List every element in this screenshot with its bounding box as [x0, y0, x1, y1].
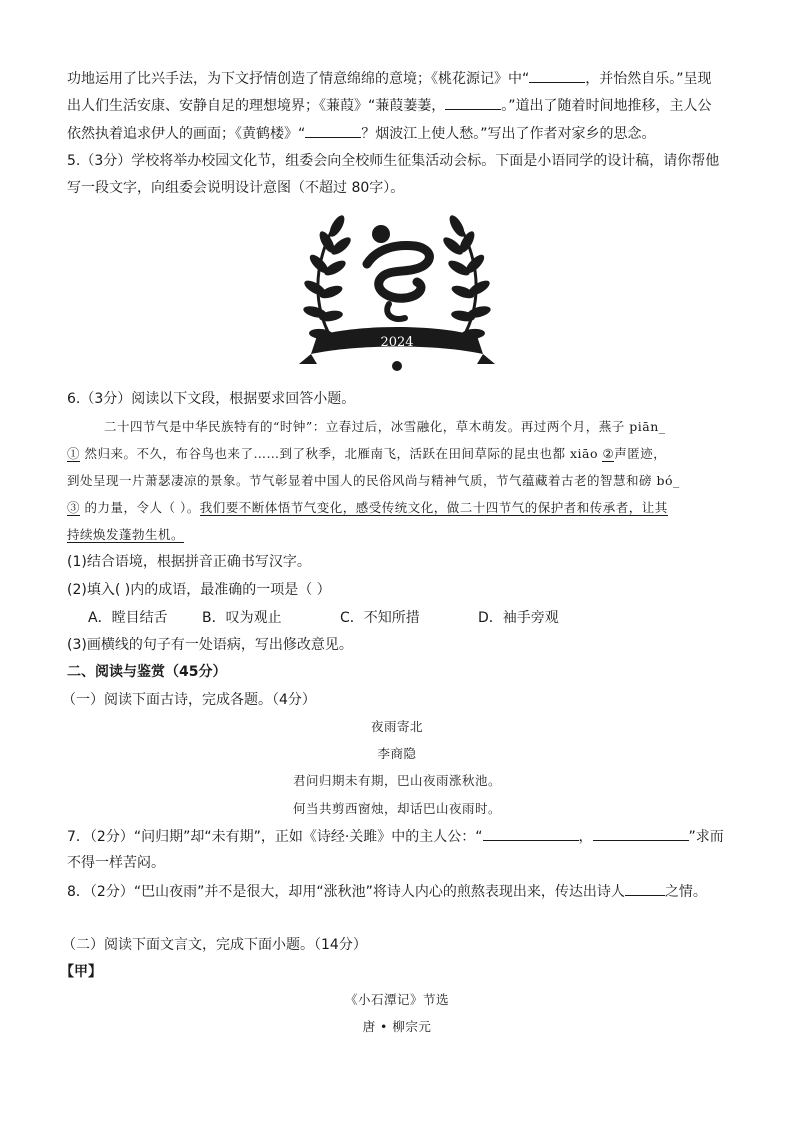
passage-line-2: ① 然归来。不久，布谷鸟也来了……到了秋季，北雁南飞，活跃在田间草际的昆虫也都 xiāo ②声匿迹， — [67, 446, 667, 461]
underlined-sentence: 我们要不断体悟节气变化，感受传统文化，做二十四节气的保护者和传承者，让其 — [199, 500, 668, 515]
poem-line-1: 君问归期未有期，巴山夜雨涨秋池。 — [292, 773, 501, 788]
question-5: 5.（3分）学校将举办校园文化节，组委会向全校师生征集活动会标。下面是小语同学的设计稿，请你帮他 — [67, 153, 720, 169]
option-d[interactable]: D．袖手旁观 — [478, 610, 559, 626]
poem-title: 夜雨寄北 — [370, 719, 423, 734]
answer-blank[interactable] — [445, 95, 501, 110]
logo-year-label: 2024 — [380, 335, 414, 350]
answer-blank[interactable] — [305, 123, 361, 138]
question-7-cont: 不得一样苦闷。 — [67, 855, 165, 871]
subquestion-3: (3)画横线的句子有一处语病，写出修改意见。 — [67, 637, 353, 653]
section-2-title: 二、阅读与鉴赏（45分） — [67, 664, 227, 680]
question-6: 6.（3分）阅读以下文段，根据要求回答小题。 — [67, 391, 356, 407]
poem-line-2: 何当共剪西窗烛，却话巴山夜雨时。 — [292, 801, 501, 816]
text-line-1: 功地运用了比兴手法，为下文抒情创造了情意绵绵的意境；《桃花源记》中“ ，并怡然自乐。”呈现 — [67, 68, 712, 89]
passage-line-1: 二十四节气是中华民族特有的“时钟”：立春过后，冰雪融化，草木萌发。再过两个月，燕子 piān_ — [104, 419, 666, 434]
question-5-cont: 写一段文字，向组委会说明设计意图（不超过 80字）。 — [67, 180, 405, 196]
options-row — [88, 608, 559, 628]
text-line-3: 依然执着追求伊人的画面；《黄鹤楼》“ ？烟波江上使人愁。”写出了作者对家乡的思念。 — [67, 123, 656, 144]
option-c[interactable]: C．不知所措 — [340, 610, 420, 626]
subquestion-2: (2)填入( )内的成语，最准确的一项是（ ） — [67, 582, 331, 598]
text-line-2: 出人们生活安康、安静自足的理想境界；《蒹葭》“蒹葭萋萋， 。”道出了随着时间地推移，主人公 — [67, 95, 712, 116]
question-8: 8．（2分）“巴山夜雨”并不是很大，却用“涨秋池”将诗人内心的煎熬表现出来，传达出诗人 之情。 — [67, 881, 707, 902]
option-b[interactable]: B．叹为观止 — [202, 610, 282, 626]
part-1-heading: （一）阅读下面古诗，完成各题。（4分） — [62, 692, 316, 708]
text-jia-label: 【甲】 — [60, 964, 102, 980]
part-2-heading: （二）阅读下面文言文，完成下面小题。（14分） — [62, 937, 367, 953]
underlined-sentence-end: 持续焕发蓬勃生机。 — [67, 527, 185, 542]
option-a[interactable]: A．瞠目结舌 — [88, 610, 168, 626]
question-7: 7．（2分）“问归期”却“未有期”，正如《诗经·关雎》中的主人公：“ ， ”求而 — [67, 826, 724, 847]
answer-blank[interactable] — [529, 68, 585, 83]
answer-blank[interactable] — [593, 826, 689, 841]
festival-logo-image — [297, 204, 497, 382]
subquestion-1: (1)结合语境，根据拼音正确书写汉字。 — [67, 554, 311, 570]
text-author: 唐 • 柳宗元 — [362, 1019, 432, 1034]
passage-line-4: ③ 的力量，令人（ ）。我们要不断体悟节气变化，感受传统文化，做二十四节气的保护者和传承者，让其 — [67, 500, 668, 515]
poem-author: 李商隐 — [377, 746, 417, 761]
answer-blank[interactable] — [625, 881, 665, 896]
passage-line-5 — [67, 525, 184, 545]
passage-line-3: 到处呈现一片萧瑟凄凉的景象。节气彰显着中国人的民俗风尚与精神气质，节气蕴藏着古老的智慧和磅 bó_ — [67, 473, 680, 488]
text-title: 《小石潭记》节选 — [344, 992, 449, 1007]
answer-blank[interactable] — [483, 826, 579, 841]
